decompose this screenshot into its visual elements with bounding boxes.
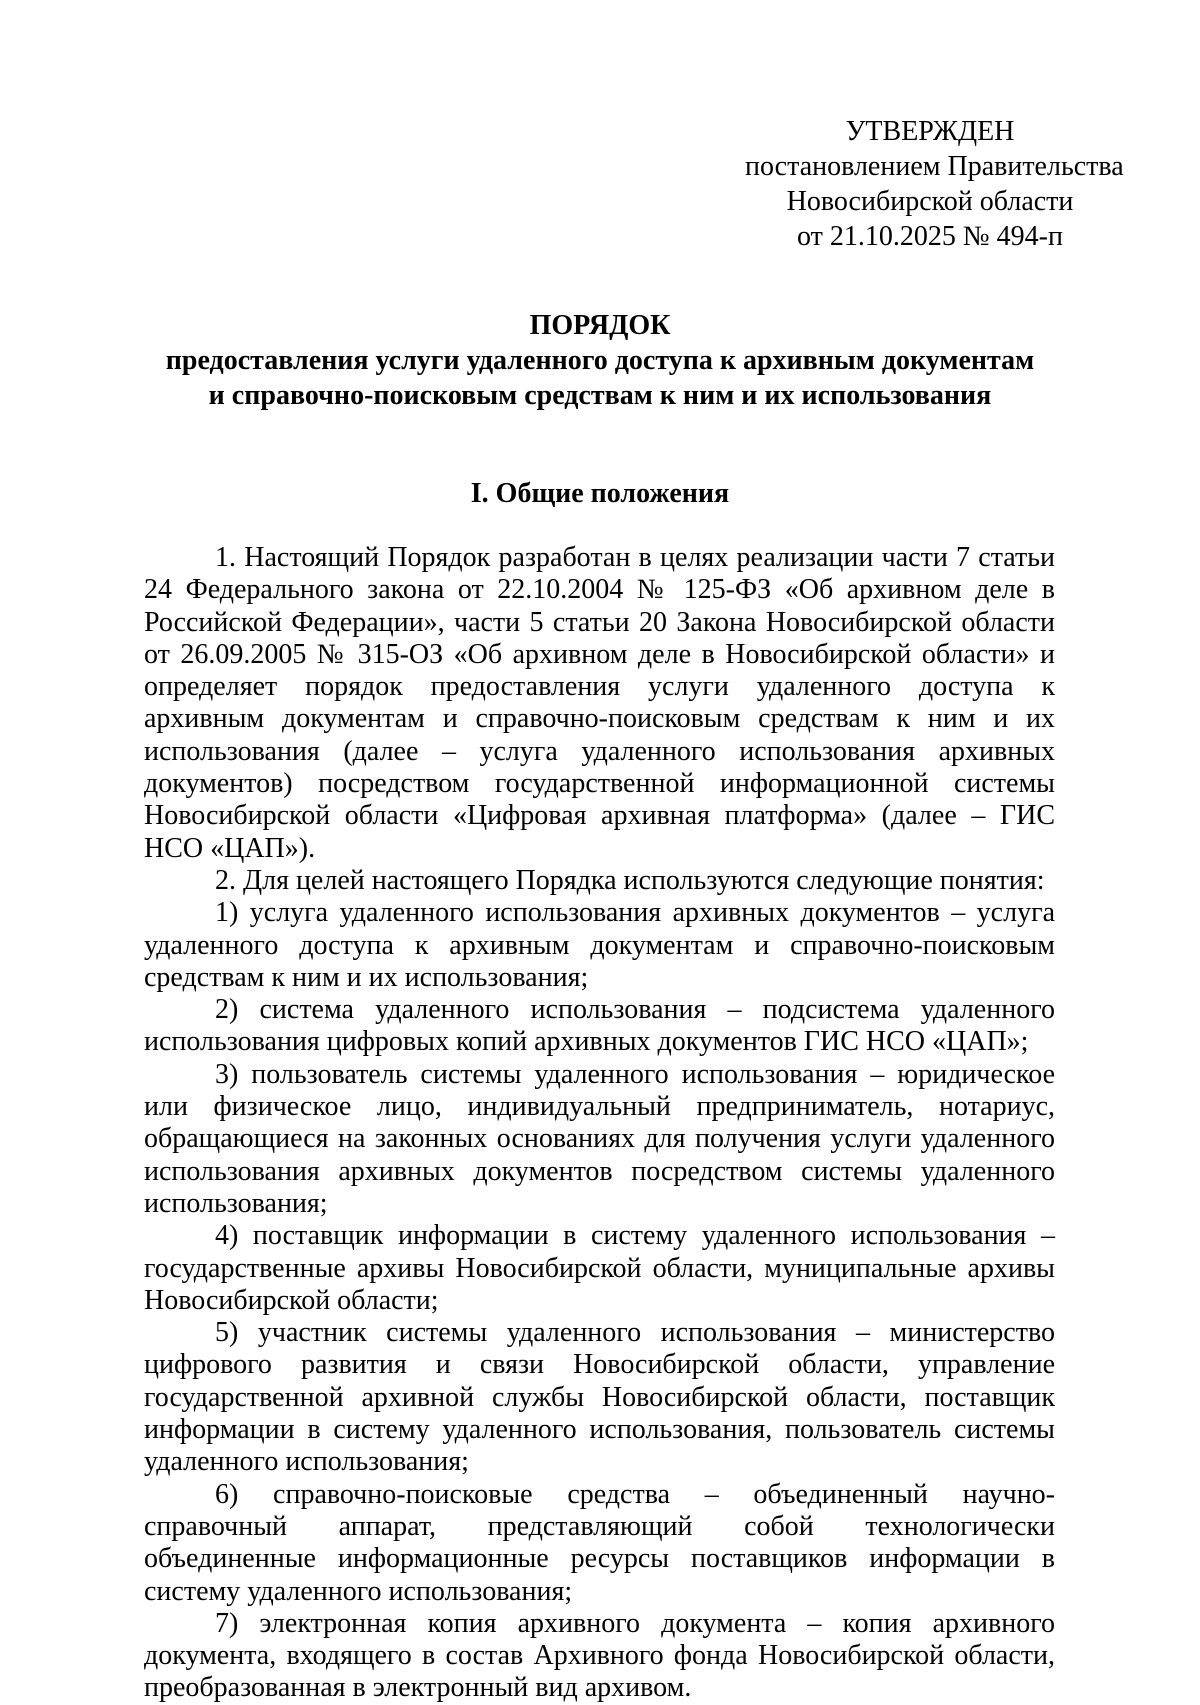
approval-stamp	[745, 114, 1124, 254]
definition-3: 3) пользователь системы удаленного использования – юридическое или физическое лицо, индивидуальный предприниматель, нотариус, обращающиеся на законных основаниях для получения услуги удаленного использования архивных документов посредством системы удаленного использования;	[144, 1058, 1055, 1219]
approval-date-number: от 21.10.2025 № 494-п	[797, 221, 1063, 252]
definition-4: 4) поставщик информации в систему удаленного использования – государственные архивы Новосибирской области, муниципальные архивы Новосибирской области;	[144, 1220, 1055, 1316]
approval-heading: УТВЕРЖДЕН	[845, 116, 1015, 147]
definition-2: 2) система удаленного использования – подсистема удаленного использования цифровых копий архивных документов ГИС НСО «ЦАП»;	[144, 994, 1055, 1058]
section-heading: I. Общие положения	[470, 478, 730, 509]
approval-region: Новосибирской области	[786, 186, 1074, 217]
paragraph-1: 1. Настоящий Порядок разработан в целях реализации части 7 статьи 24 Федерального закона от 22.10.2004 № 125-ФЗ «Об архивном деле в Российской Федерации», части 5 статьи 20 Закона Новосибирской области от 26.09.2005 № 315-ОЗ «Об архивном деле в Новосибирской области» и определяет порядок предоставления услуги удаленного доступа к архивным документам и справочно-поисковым средствам к ним и их использования (далее – услуга удаленного использования архивных документов) посредством государственной информационной системы Новосибирской области «Цифровая архивная платформа» (далее – ГИС НСО «ЦАП»).	[144, 542, 1055, 864]
definition-7: 7) электронная копия архивного документа – копия архивного документа, входящего в состав Архивного фонда Новосибирской области, преобразованная в электронный вид архивом.	[144, 1607, 1055, 1704]
document-title	[145, 308, 1055, 413]
approval-authority: постановлением Правительства	[745, 151, 1124, 182]
title-subtitle-2: и справочно-поисковым средствам к ним и их использования	[208, 380, 992, 411]
paragraph-2: 2. Для целей настоящего Порядка используются следующие понятия:	[215, 864, 1045, 896]
title-subtitle-1: предоставления услуги удаленного доступа к архивным документам	[165, 345, 1035, 376]
definition-1: 1) услуга удаленного использования архивных документов – услуга удаленного доступа к архивным документам и справочно-поисковым средствам к ним и их использования;	[144, 897, 1055, 993]
title-main: ПОРЯДОК	[529, 310, 671, 341]
definition-6: 6) справочно-поисковые средства – объединенный научно-справочный аппарат, представляющий собой технологически объединенные информационные ресурсы поставщиков информации в систему удаленного использования;	[144, 1478, 1055, 1607]
document-body	[144, 542, 1055, 1705]
definition-5: 5) участник системы удаленного использования – министерство цифрового развития и связи Новосибирской области, управление государственной архивной службы Новосибирской области, поставщик информации в систему удаленного использования, пользователь системы удаленного использования;	[144, 1317, 1055, 1478]
